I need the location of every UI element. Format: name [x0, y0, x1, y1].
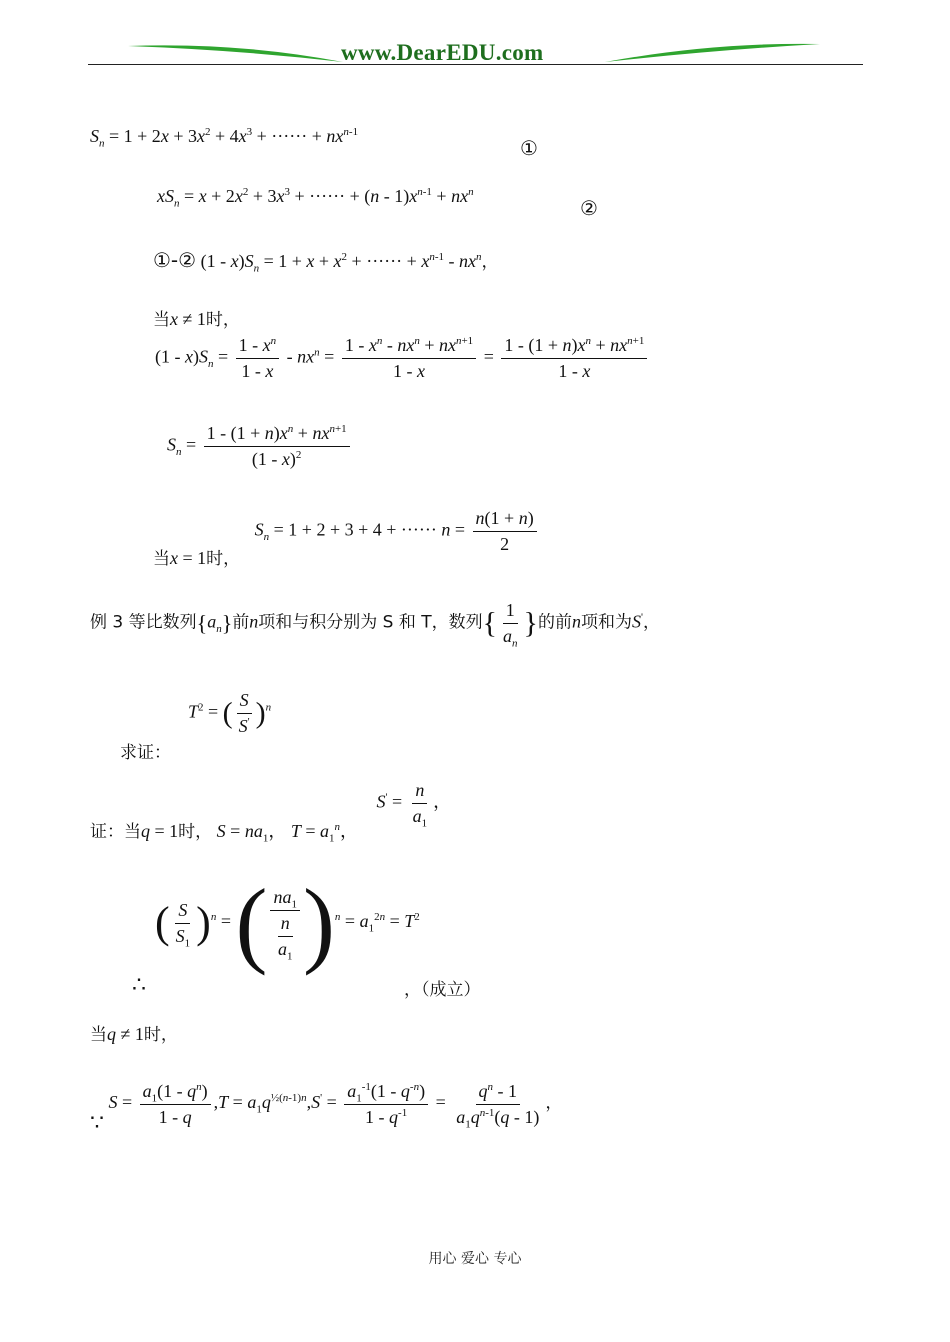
left-swoosh-graphic	[128, 40, 343, 64]
equation-sn-series: $S_n = 1 + 2x + 3x^2 + 4x^3$ + ······ + $nx^{n-1}$	[90, 126, 359, 150]
equation-difference: ①-② $(1 - x)S_n = 1 + x + x^2$ + ······ + $x^{n-1} - nx^n$，	[153, 248, 499, 275]
page-footer: 用心 爱心 专心	[428, 1251, 522, 1267]
zheng-dang-text: 证：当	[90, 822, 141, 842]
shi-text: 时，	[143, 1025, 178, 1045]
equation-solve-step: $(1 - x)S_n$ = $\frac{1 - x^n}{1 - x}$ - $nx^n$ = $\frac{1 - x^n - nx^n + nx^{n+1}}{1 - x}$ = $\frac{1 - (1 + n)x^n + nx^{n+1}}{1 - x}$	[155, 335, 650, 382]
equation-q-not-1: ∵ S = $\frac{a_1(1 - q^n)}{1 - q}$ $,T = a_1q^{\frac{1}{2}(n-1)n},S'$ = $\frac{a_1^{-1}(1 - q^{-n})}{1 - q^{-1}}$ = $\frac{q^n - 1}{a_1q^{n-1}(q - 1)}$ ，	[90, 1080, 563, 1135]
shi-text: 时，	[206, 549, 241, 569]
text-qian: 前	[232, 612, 250, 633]
site-logo-text: www.DearEDU.com	[341, 40, 544, 65]
therefore-symbol: ∴	[132, 972, 146, 997]
text-xianghe: 项和为	[580, 612, 632, 633]
equation-marker-2: ②	[580, 196, 598, 220]
equation-q1-verify: ( $\frac{S}{S_1}$ )$^n$ = ( $\frac{na_1}{\frac{n}{a_1}}$ )$^n = a_1^{2n} = T^2$	[155, 869, 420, 976]
claim-equation: $T^2$ = ( $\frac{S}{S'}$ )$^n$	[188, 690, 272, 736]
comma: ，	[481, 252, 499, 272]
condition-q-not-1: 当q ≠ 1时，	[90, 1024, 178, 1045]
condition-x-not-1: 当x ≠ 1时，	[153, 309, 240, 330]
page-header	[0, 0, 950, 80]
difference-label: ①-②	[153, 248, 197, 272]
dang-text: 当	[153, 310, 170, 330]
text-deqian: 的前	[537, 612, 572, 633]
right-swoosh-graphic	[605, 40, 820, 64]
text-statement: 项和与积分别为 S 和 T，数列	[258, 612, 483, 633]
qiuzheng-label: 求证：	[120, 743, 171, 763]
example-3-label: 例 3 等比数列	[90, 612, 197, 633]
dang-text: 当	[153, 549, 170, 569]
chengli-note: ，（成立）	[404, 980, 481, 1000]
shi-text: 时，	[205, 310, 240, 330]
equation-xsn-series: $xS_n = x + 2x^2 + 3x^3$ + ······ + $(n - 1)x^{n-1} + nx^n$	[157, 186, 474, 210]
equation-sn-result: $S_n$ = $\frac{1 - (1 + n)x^n + nx^{n+1}}{(1 - x)^2}$	[167, 423, 353, 470]
example-3-statement: 例 3 等比数列$\{a_n\}$前n项和与积分别为 S 和 T，数列{ $\frac{1}{a_n}$ }的前n项和为S'，	[90, 600, 660, 650]
proof-case-q-eq-1: 证：当q = 1时， $S = na_1$， $T = a_1^n$， S' = $\frac{n}{a_1}$ ，	[90, 780, 452, 845]
header-rule	[88, 64, 863, 65]
condition-x-eq-1: 当x = 1时， $S_n = 1 + 2 + 3 + 4$ + ······ n = $\frac{n(1 + n)}{2}$	[153, 508, 540, 569]
because-symbol: ∵	[90, 1110, 104, 1135]
dang-text: 当	[90, 1025, 107, 1045]
equation-marker-1: ①	[520, 136, 538, 160]
shi-text: 时，	[178, 822, 213, 842]
